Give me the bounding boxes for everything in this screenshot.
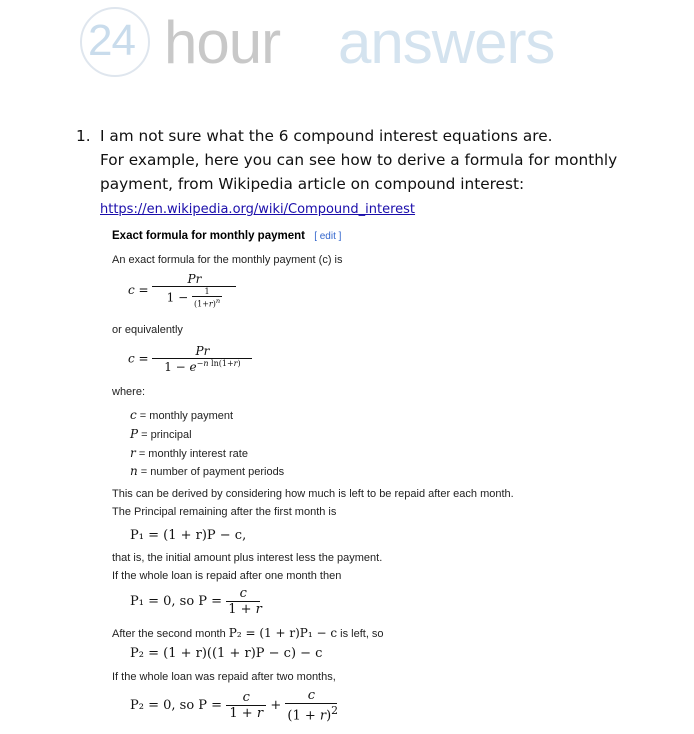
logo-word-answers: answers bbox=[338, 9, 555, 76]
logo-word-hour: hour bbox=[164, 9, 281, 76]
or-equivalently: or equivalently bbox=[112, 324, 183, 336]
section-heading bbox=[112, 230, 341, 242]
definition-n bbox=[130, 464, 284, 478]
formula-monthly-payment: c = Pr 1 − $\frac{1}{(1+r)^n}$ bbox=[128, 272, 236, 309]
after-second-equation: P₂ = (1 + r)P₁ − c bbox=[228, 626, 338, 640]
symbol-n: n bbox=[130, 464, 138, 478]
if-two-months-text: If the whole loan was repaid after two months, bbox=[112, 671, 336, 683]
where-label: where: bbox=[112, 386, 146, 398]
after-second-a: After the second month bbox=[112, 628, 226, 640]
symbol-p: P bbox=[130, 427, 139, 441]
definition-r bbox=[130, 446, 248, 460]
formula-equivalent: c = $\frac{Pr}{1 - e^{-n ln(1+r)}}$ bbox=[128, 344, 252, 374]
wikipedia-link[interactable]: https://en.wikipedia.org/wiki/Compound_interest bbox=[100, 202, 416, 217]
equation-p2: P₂ = (1 + r)((1 + r)P − c) − c bbox=[130, 646, 323, 661]
if-one-month-text: If the whole loan is repaid after one month then bbox=[112, 570, 342, 582]
list-number: 1. bbox=[76, 127, 91, 145]
derive-text-1: This can be derived by considering how much is left to be repaid after each month. bbox=[112, 488, 514, 500]
equation-lhs: P₂ = 0, so P = bbox=[130, 698, 223, 714]
site-logo[interactable] bbox=[80, 6, 555, 76]
answer-line-1: I am not sure what the 6 compound interest equations are. bbox=[100, 127, 553, 145]
heading-text: Exact formula for monthly payment bbox=[112, 230, 305, 242]
after-second-b: is left, so bbox=[340, 628, 384, 640]
equation-p2-zero: P₂ = 0, so P = $\frac{c}{1 + r}$ + $\frac{c}{(1 + r)^2}$ bbox=[130, 688, 339, 724]
derive-text-2: The Principal remaining after the first month is bbox=[112, 506, 337, 518]
answer-line-2: For example, here you can see how to derive a formula for monthly bbox=[100, 151, 618, 169]
definition-c bbox=[130, 408, 233, 422]
logo-number: 24 bbox=[88, 16, 135, 65]
symbol-r: r bbox=[130, 446, 136, 460]
definition-text: = monthly interest rate bbox=[138, 448, 248, 460]
definition-text: = principal bbox=[141, 429, 192, 441]
intro-text: An exact formula for the monthly payment (c) is bbox=[112, 254, 343, 266]
edit-link[interactable]: [ edit ] bbox=[314, 231, 342, 242]
definition-p bbox=[130, 427, 192, 441]
equation-p1: P₁ = (1 + r)P − c, bbox=[130, 528, 247, 543]
answer-line-3: payment, from Wikipedia article on compound interest: bbox=[100, 175, 525, 193]
equation-p1-zero: P₁ = 0, so P = $\frac{c}{1 + r}$ bbox=[130, 586, 262, 617]
equation-lhs: P₁ = 0, so P = bbox=[130, 594, 223, 609]
that-is-text: that is, the initial amount plus interest less the payment. bbox=[112, 552, 383, 564]
after-second-month-text bbox=[112, 626, 384, 640]
definition-text: = monthly payment bbox=[139, 410, 234, 422]
definition-text: = number of payment periods bbox=[140, 466, 285, 478]
symbol-c: c bbox=[130, 408, 137, 422]
